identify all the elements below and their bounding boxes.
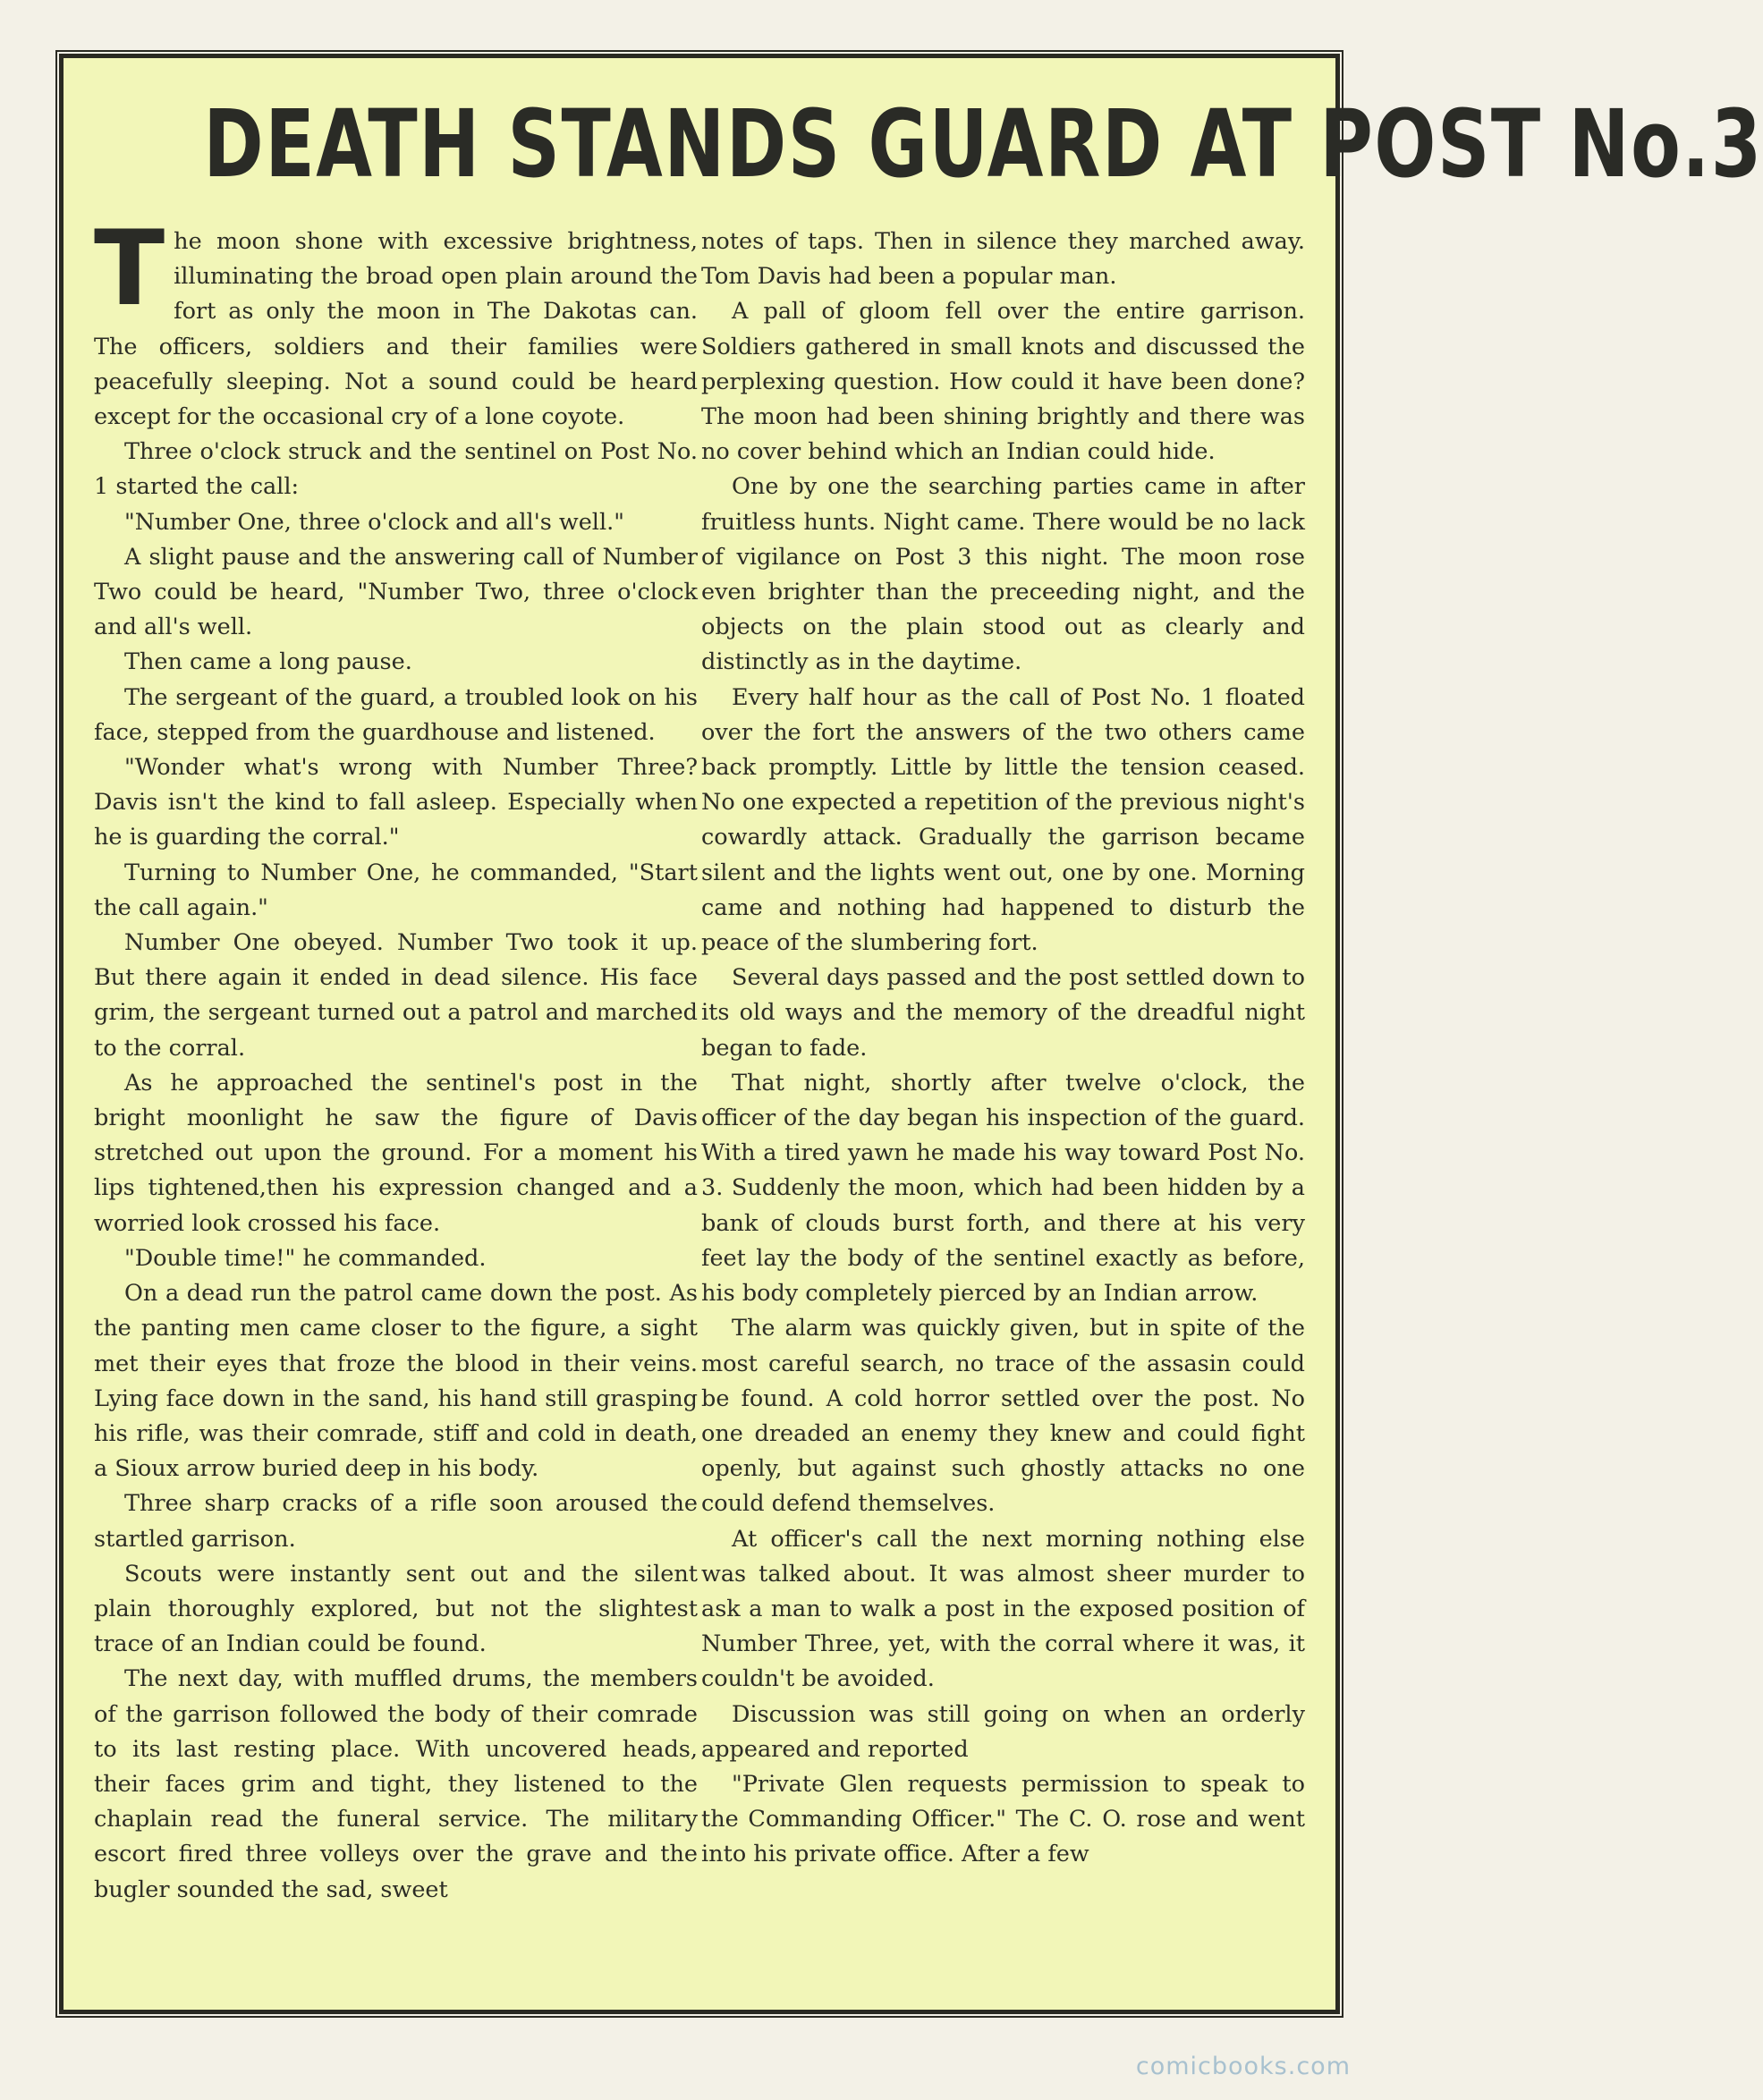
paragraph: "Private Glen requests permission to speak to the Commanding Officer." The C. O. rose and went into his private office. After a few bbox=[701, 1770, 1305, 1868]
paragraph: The sergeant of the guard, a troubled look on his face, stepped from the guardhouse and listened. bbox=[94, 683, 698, 746]
paragraph: The next day, with muffled drums, the members of the garrison followed the body of their comrade to its last resting place. With uncovered heads, their faces grim and tight, they listened to the chaplain read the funeral service. The military escort fired three volleys over the grave and the bugler sounded the sad, sweet bbox=[94, 1665, 698, 1903]
paragraph: "Number One, three o'clock and all's well." bbox=[124, 508, 624, 536]
story-frame bbox=[59, 54, 1763, 2014]
paragraph: At officer's call the next morning nothing else was talked about. It was almost sheer murder to ask a man to walk a post in the exposed position of Number Three, yet, with the corral where it was, it couldn't be avoided. bbox=[701, 1525, 1305, 1693]
paragraph: A slight pause and the answering call of Number Two could be heard, "Number Two, three o'clock and all's well. bbox=[94, 543, 698, 641]
paragraph: Every half hour as the call of Post No. 1 floated over the fort the answers of the two others came back promptly. Little by little the tension ceased. No one expected a repetition of the previous night's cowardly attack. Gradually the garrison became silent and the lights went out, one by one. Morning came and nothing had happened to disturb the peace of the slumbering fort. bbox=[701, 683, 1305, 957]
paragraph: Several days passed and the post settled down to its old ways and the memory of the dreadful night began to fade. bbox=[701, 964, 1305, 1062]
paragraph: A pall of gloom fell over the entire garrison. Soldiers gathered in small knots and discussed the perplexing question. How could it have been done? The moon had been shining brightly and there was no cover behind which an Indian could hide. bbox=[701, 298, 1305, 466]
opening-paragraph-text: he moon shone with excessive brightness, illuminating the broad open plain around the fort as only the moon in The Dakotas can. The officers, soldiers and their families were peacefully sleeping. Not a sound could be heard except for the occasional cry of a lone coyote. bbox=[94, 228, 698, 431]
paragraph: That night, shortly after twelve o'clock, the officer of the day began his inspection of the guard. With a tired yawn he made his way toward Post No. 3. Suddenly the moon, which had been hidden by a bank of clouds burst forth, and there at his very feet lay the body of the sentinel exactly as before, his body completely pierced by an Indian arrow. bbox=[701, 1069, 1305, 1308]
paragraph: One by one the searching parties came in after fruitless hunts. Night came. There would be no lack of vigilance on Post 3 this night. The moon rose even brighter than the preceeding night, and the objects on the plain stood out as clearly and distinctly as in the daytime. bbox=[701, 473, 1305, 676]
paragraph: Three o'clock struck and the sentinel on Post No. 1 started the call: bbox=[94, 438, 698, 501]
story-title: DEATH STANDS GUARD AT POST No.3 bbox=[203, 89, 1763, 199]
paragraph: "Wonder what's wrong with Number Three? Davis isn't the kind to fall asleep. Especially when he is guarding the corral." bbox=[94, 754, 698, 851]
paragraph: Discussion was still going on when an orderly appeared and reported bbox=[701, 1700, 1305, 1763]
paragraph: Turning to Number One, he commanded, "Start the call again." bbox=[94, 859, 698, 921]
paragraph: Number One obeyed. Number Two took it up. But there again it ended in dead silence. His face grim, the sergeant turned out a patrol and marched to the corral. bbox=[94, 929, 698, 1062]
left-column bbox=[94, 208, 698, 1994]
right-column bbox=[701, 224, 1305, 1994]
paragraph: Then came a long pause. bbox=[124, 648, 412, 676]
paragraph: The alarm was quickly given, but in spite of the most careful search, no trace of the assasin could be found. A cold horror settled over the post. No one dreaded an enemy they knew and could fight openly, but against such ghostly attacks no one could defend themselves. bbox=[701, 1315, 1305, 1518]
paragraph: "Double time!" he commanded. bbox=[124, 1244, 487, 1272]
continued-paragraph: notes of taps. Then in silence they marched away. Tom Davis had been a popular man. bbox=[701, 228, 1305, 291]
paragraph: On a dead run the patrol came down the post. As the panting men came closer to the figure, a sight met their eyes that froze the blood in their veins. Lying face down in the sand, his hand still grasping his rifle, was their comrade, stiff and cold in death, a Sioux arrow buried deep in his body. bbox=[94, 1280, 698, 1483]
paragraph: Scouts were instantly sent out and the silent plain thoroughly explored, but not the slightest trace of an Indian could be found. bbox=[94, 1560, 698, 1658]
opening-paragraph bbox=[94, 208, 698, 435]
paragraph: As he approached the sentinel's post in the bright moonlight he saw the figure of Davis stretched out upon the ground. For a moment his lips tightened,then his expression changed and a worried look crossed his face. bbox=[94, 1069, 698, 1237]
text-columns bbox=[94, 208, 1305, 1994]
drop-cap: T bbox=[94, 208, 165, 329]
site-watermark: comicbooks.com bbox=[1135, 2053, 1351, 2080]
paragraph: Three sharp cracks of a rifle soon aroused the startled garrison. bbox=[94, 1490, 698, 1553]
